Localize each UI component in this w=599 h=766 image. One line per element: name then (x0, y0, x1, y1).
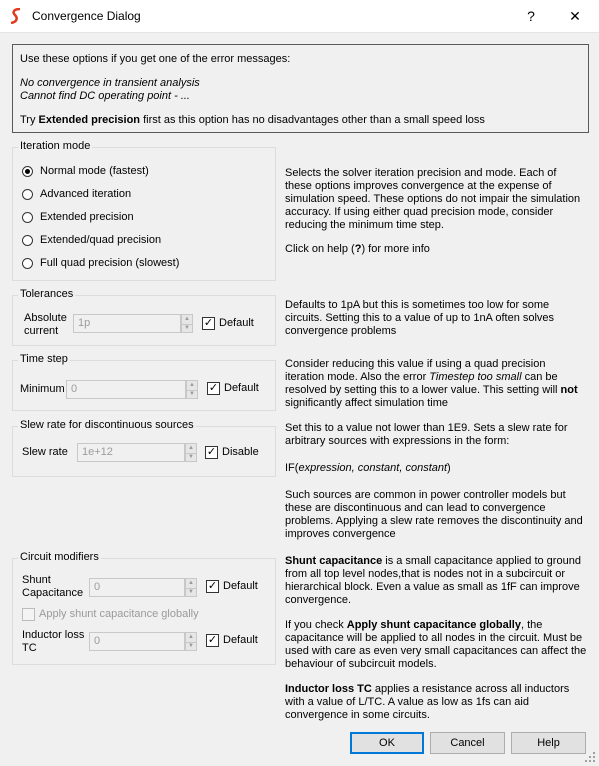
apply-shunt-globally-checkbox[interactable] (22, 608, 35, 621)
help-button[interactable]: Help (511, 732, 586, 754)
shunt-desc-text: is a small capacitance applied to ground from all top level nodes,that is nodes not in a subcircuit or hierarchical block. Even a value as small as 1fF can improve convergence. (285, 555, 581, 606)
slew-rate-description-2: Such sources are common in power controller models but these are discontinuous and can lead to convergence problems. Applying a slew rate removes the discontinuity and improves convergence (285, 489, 583, 540)
absolute-current-label-line2: current (24, 325, 59, 337)
help-hint-prefix: Click on help ( (285, 243, 355, 255)
shunt-default-label: Default (223, 580, 258, 592)
minimum-label: Minimum (20, 383, 65, 395)
timestep-default-label: Default (224, 382, 259, 394)
radio-label: Full quad precision (slowest) (40, 257, 180, 269)
radio-button[interactable] (22, 258, 33, 269)
inductor-desc-bold: Inductor loss TC (285, 683, 372, 695)
inductor-default-label: Default (223, 634, 258, 646)
info-box (12, 44, 589, 133)
spinner-up-icon[interactable]: ▲ (182, 315, 192, 325)
radio-button[interactable] (22, 212, 33, 223)
radio-button[interactable] (22, 189, 33, 200)
help-hint-suffix: ) for more info (361, 243, 430, 255)
tolerances-description: Defaults to 1pA but this is sometimes too low for some circuits. Setting this to a value of up to 1nA often solves convergence problems (285, 299, 555, 337)
minimum-timestep-field[interactable]: 0 (66, 380, 186, 399)
absolute-current-field[interactable]: 1p (73, 314, 181, 333)
slew-rate-title: Slew rate for discontinuous sources (20, 419, 194, 431)
iteration-help-hint (285, 243, 430, 256)
shunt-label-line2: Capacitance (22, 587, 84, 599)
info-try-prefix: Try (20, 114, 39, 126)
radio-button[interactable] (22, 235, 33, 246)
slew-disable-checkbox[interactable]: ✓ (206, 446, 217, 458)
shunt-capacitance-field[interactable]: 0 (89, 578, 185, 597)
tolerances-default-label: Default (219, 317, 254, 329)
spinner-up-icon[interactable]: ▲ (186, 633, 196, 643)
apply-shunt-globally-label: Apply shunt capacitance globally (39, 608, 199, 620)
minimum-timestep-spinner[interactable] (186, 380, 198, 399)
inductor-label-line1: Inductor loss (22, 629, 85, 641)
title-bar (0, 0, 599, 33)
radio-button[interactable] (22, 166, 33, 177)
inductor-loss-description (285, 683, 587, 722)
spinner-up-icon[interactable]: ▲ (186, 579, 196, 589)
iteration-description: Selects the solver iteration precision and mode. Each of these options improves convergence at the expense of simulation speed. These options do not impair the simulation accuracy. If using either quad precision mode, consider reducing the minimum time step. (285, 167, 581, 231)
slew-if-expression (285, 462, 451, 475)
iteration-mode-title: Iteration mode (20, 140, 91, 152)
ok-button[interactable]: OK (350, 732, 424, 754)
timestep-desc-part2: can be resolved by setting this to a lower value. This setting will (285, 371, 561, 396)
timestep-desc-bold: not (560, 384, 578, 396)
radio-label: Extended precision (40, 211, 134, 223)
time-step-title: Time step (20, 353, 68, 365)
slew-rate-spinner[interactable] (185, 443, 197, 462)
help-title-button[interactable]: ? (527, 8, 535, 24)
spinner-up-icon[interactable]: ▲ (187, 381, 197, 391)
info-intro: Use these options if you get one of the error messages: (20, 53, 291, 65)
inductor-label-line2: TC (22, 642, 37, 654)
inductor-default-checkbox[interactable]: ✓ (207, 634, 218, 646)
error-message-1: No convergence in transient analysis (20, 77, 200, 89)
absolute-current-label-line1: Absolute (24, 312, 67, 324)
app-logo-icon (9, 8, 23, 24)
tolerances-default-checkbox[interactable]: ✓ (203, 317, 214, 329)
if-prefix: IF( (285, 462, 299, 474)
slew-rate-field[interactable]: 1e+12 (77, 443, 185, 462)
tolerances-title: Tolerances (20, 288, 74, 300)
info-try-suffix: first as this option has no disadvantages other than a small speed loss (140, 114, 485, 126)
resize-grip-icon[interactable] (584, 751, 596, 763)
global-desc-text: , the capacitance will be applied to all nodes in the circuit. Must be used with care as even very small capacitances can affect the behaviour of subcircuit models. (285, 619, 587, 670)
inductor-loss-field[interactable]: 0 (89, 632, 185, 651)
timestep-desc-italic: Timestep too small (429, 371, 522, 383)
shunt-capacitance-description (285, 555, 587, 607)
spinner-down-icon[interactable]: ▼ (184, 325, 190, 331)
shunt-default-checkbox[interactable]: ✓ (207, 580, 218, 592)
close-icon[interactable]: ✕ (569, 8, 581, 24)
if-suffix: ) (447, 462, 451, 474)
cancel-button[interactable]: Cancel (430, 732, 505, 754)
spinner-down-icon[interactable]: ▼ (188, 589, 194, 595)
timestep-desc-part3: significantly affect simulation time (285, 397, 449, 409)
shunt-label-line1: Shunt (22, 574, 51, 586)
help-hint-bold: ? (354, 243, 362, 255)
apply-globally-description (285, 619, 587, 671)
timestep-desc-part1: Consider reducing this value if using a quad precision iteration mode. Also the error (285, 358, 546, 383)
inductor-desc-text: applies a resistance across all inductors with a value of L/TC. A value as low as 1fs can aid convergence in some circuits. (285, 683, 570, 721)
info-try-bold: Extended precision (38, 114, 141, 126)
radio-label: Advanced iteration (40, 188, 132, 200)
window-title: Convergence Dialog (32, 9, 141, 23)
global-desc-prefix: If you check (285, 619, 347, 631)
if-arguments: expression, constant, constant (298, 462, 448, 474)
inductor-loss-spinner[interactable] (185, 632, 197, 651)
spinner-down-icon[interactable]: ▼ (188, 643, 194, 649)
time-step-description (285, 358, 585, 410)
shunt-capacitance-spinner[interactable] (185, 578, 197, 597)
info-try (20, 114, 485, 126)
slew-rate-label: Slew rate (22, 446, 68, 458)
spinner-down-icon[interactable]: ▼ (189, 391, 195, 397)
shunt-desc-bold: Shunt capacitance (285, 555, 383, 567)
circuit-modifiers-title: Circuit modifiers (20, 551, 99, 563)
slew-rate-description: Set this to a value not lower than 1E9. Sets a slew rate for arbitrary sources with expressions in the form: (285, 422, 568, 447)
spinner-down-icon[interactable]: ▼ (188, 454, 194, 460)
slew-disable-label: Disable (222, 446, 259, 458)
spinner-up-icon[interactable]: ▲ (186, 444, 196, 454)
timestep-default-checkbox[interactable]: ✓ (208, 382, 219, 394)
radio-label: Normal mode (fastest) (40, 165, 149, 177)
radio-label: Extended/quad precision (40, 234, 162, 246)
error-message-2: Cannot find DC operating point - ... (20, 90, 190, 102)
global-desc-bold: Apply shunt capacitance globally (346, 619, 521, 631)
absolute-current-spinner[interactable] (181, 314, 193, 333)
